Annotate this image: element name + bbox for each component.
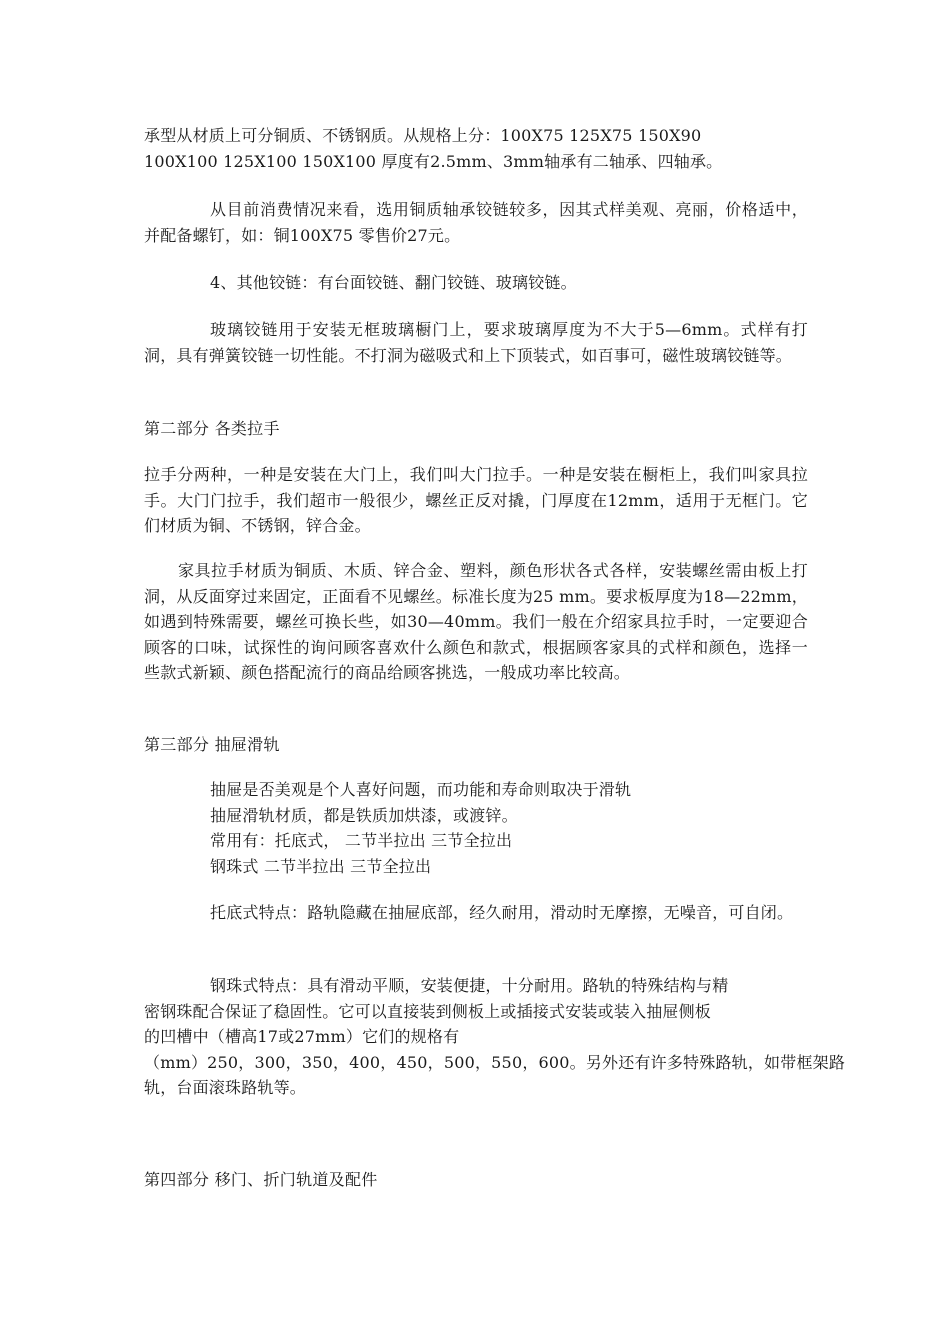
section-heading-part3: 第三部分 抽屉滑轨 <box>144 735 280 754</box>
text-line: 承型从材质上可分铜质、不锈钢质。从规格上分：100X75 125X75 150X90 <box>144 126 702 145</box>
text-line: 的凹槽中（槽高17或27mm）它们的规格有 <box>144 1027 460 1046</box>
list-item: 抽屉滑轨材质，都是铁质加烘漆，或渡锌。 <box>210 805 518 825</box>
slide-list <box>210 777 810 879</box>
paragraph-consumption: 从目前消费情况来看，选用铜质轴承铰链较多，因其式样美观、亮丽，价格适中，并配备螺钉，如：铜100X75 零售价27元。 <box>144 200 808 245</box>
list-item: 钢珠式 二节半拉出 三节全拉出 <box>210 856 432 876</box>
text-line: 密钢珠配合保证了稳固性。它可以直接装到侧板上或插接式安装或装入抽屉侧板 <box>144 1001 712 1021</box>
paragraph-other-hinges: 4、其他铰链：有台面铰链、翻门铰链、玻璃铰链。 <box>210 273 577 292</box>
list-item: 抽屉是否美观是个人喜好问题，而功能和寿命则取决于滑轨 <box>210 780 632 799</box>
paragraph-bearing-specs <box>144 123 808 174</box>
paragraph-handles: 拉手分两种，一种是安装在大门上，我们叫大门拉手。一种是安装在橱柜上，我们叫家具拉手。大门门拉手，我们超市一般很少，螺丝正反对撬，门厚度在12mm，适用于无框门。它们材质为铜、不锈钢，锌合金。 <box>144 465 808 535</box>
text-line: 100X100 125X100 150X100 厚度有2.5mm、3mm轴承有二轴承、四轴承。 <box>144 151 723 171</box>
list-item: 常用有：托底式， 二节半拉出 三节全拉出 <box>210 831 513 850</box>
text-line: （mm）250，300，350，400，450，500，550，600。另外还有许多特殊路轨，如带框架路 <box>144 1052 846 1072</box>
text-line: 钢珠式特点：具有滑动平顺，安装便捷，十分耐用。路轨的特殊结构与精 <box>210 976 729 995</box>
paragraph-furniture-handles: 家具拉手材质为铜质、木质、锌合金、塑料，颜色形状各式各样，安装螺丝需由板上打洞，从反面穿过来固定，正面看不见螺丝。标准长度为25 mm。要求板厚度为18—22mm，如遇到特殊需要，螺丝可换长些，如30—40mm。我们一般在介绍家具拉手时，一定要迎合顾客的口味，试探性的询问顾客喜欢什么颜色和款式，根据顾客家具的式样和颜色，选择一些款式新颖、颜色搭配流行的商品给顾客挑选，一般成功率比较高。 <box>144 561 808 682</box>
paragraph-glass-hinge: 玻璃铰链用于安装无框玻璃橱门上，要求玻璃厚度为不大于5—6mm。式样有打洞，具有弹簧铰链一切性能。不打洞为磁吸式和上下顶装式，如百事可，磁性玻璃铰链等。 <box>144 320 808 365</box>
section-heading-part2: 第二部分 各类拉手 <box>144 419 280 438</box>
section-heading-part4: 第四部分 移门、折门轨道及配件 <box>144 1170 378 1189</box>
paragraph-ball-bearing <box>144 973 846 1101</box>
text-line: 轨，台面滚珠路轨等。 <box>144 1078 307 1097</box>
paragraph-bottom-mount: 托底式特点：路轨隐藏在抽屉底部，经久耐用，滑动时无摩擦，无噪音，可自闭。 <box>210 903 794 922</box>
